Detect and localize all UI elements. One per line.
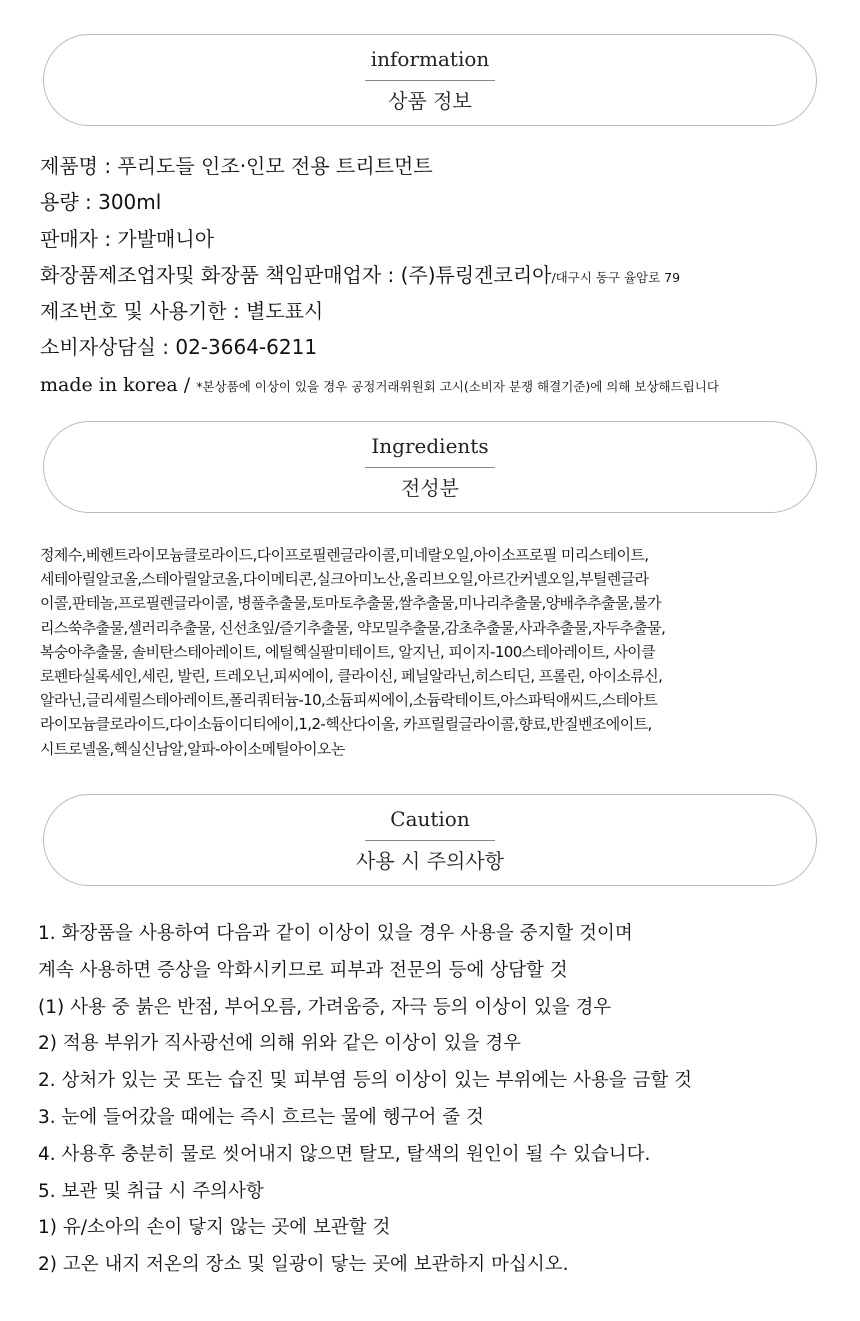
product-seller: 판매자 : 가발매니아 bbox=[40, 226, 215, 251]
information-title-ko: 상품 정보 bbox=[388, 89, 472, 113]
caution-list bbox=[38, 916, 838, 1284]
caution-title-ko: 사용 시 주의사항 bbox=[356, 849, 504, 873]
ingredients-title-ko: 전성분 bbox=[401, 476, 459, 500]
information-header bbox=[43, 34, 817, 126]
caution-header bbox=[43, 794, 817, 886]
caution-item: 2) 고온 내지 저온의 장소 및 일광이 닿는 곳에 보관하지 마십시오. bbox=[38, 1254, 569, 1276]
ingredients-text: 정제수,베헨트라이모늄클로라이드,다이프로필렌글라이콜,미네랄오일,아이소프로필 미리스테이트, 세테아릴알코올,스테아릴알코올,다이메티콘,실크아미노산,올리브오일,아르간커넬오일,부틸렌글라 이콜,판테놀,프로필렌글라이콜, 병풀추출물,토마토추출물,쌀추출물,미나리추출물,양배추추출물,불가 리스쑥추출물,셀러리추출물, 신선초잎/즐기추출물, 약모밀추출물,감초추출물,사과추출물,자두추출물, 복숭아추출물, 솔비탄스테아레이트, 에틸헥실팔미테이트, 알지닌, 피이지-100스테아레이트, 사이클 로펜타실록세인,세린, 발린, 트레오닌,피씨에이, 클라이신, 페닐알라닌,히스티딘, 프롤린, 아이소류신, 알라닌,글리세릴스테아레이트,폴리쿼터늄-10,소듐피씨에이,소듐락테이트,아스파틱애씨드,스테아트 라이모늄클로라이드,다이소듐이디티에이,1,2-헥산다이올, 카프릴릴글라이콜,향료,반질벤조에이트, 시트로넬올,헥실신남알,알파-아이소메틸아이오논 bbox=[40, 546, 666, 758]
ingredients-divider bbox=[365, 467, 495, 468]
compensation-note: *본상품에 이상이 있을 경우 공정거래위원회 고시(소비자 분쟁 해결기준)에 의해 보상해드립니다 bbox=[196, 378, 719, 394]
product-manufacturer-row bbox=[40, 257, 840, 293]
caution-item: 3. 눈에 들어갔을 때에는 즉시 흐르는 물에 헹구어 줄 것 bbox=[38, 1106, 484, 1128]
caution-item: 1. 화장품을 사용하여 다음과 같이 이상이 있을 경우 사용을 중지할 것이며 bbox=[38, 923, 633, 944]
caution-item: 5. 보관 및 취급 시 주의사항 bbox=[38, 1180, 264, 1202]
product-lot-expiry: 제조번호 및 사용기한 : 별도표시 bbox=[40, 299, 324, 324]
caution-item: 1) 유/소아의 손이 닿지 않는 곳에 보관할 것 bbox=[38, 1217, 391, 1239]
ingredients-header bbox=[43, 421, 817, 513]
caution-item: 2) 적용 부위가 직사광선에 의해 위와 같은 이상이 있을 경우 bbox=[38, 1033, 521, 1055]
caution-item: 2. 상처가 있는 곳 또는 습진 및 피부염 등의 이상이 있는 부위에는 사용을 금할 것 bbox=[38, 1070, 692, 1092]
made-in: made in korea / bbox=[40, 373, 197, 396]
caution-item: 계속 사용하면 증상을 악화시키므로 피부과 전문의 등에 상담할 것 bbox=[38, 959, 568, 981]
product-name: 제품명 : 푸리도들 인조·인모 전용 트리트먼트 bbox=[40, 154, 433, 178]
customer-service: 소비자상담실 : 02-3664-6211 bbox=[40, 335, 318, 360]
ingredients-title-en: Ingredients bbox=[371, 434, 489, 458]
made-in-row bbox=[40, 366, 840, 402]
caution-item: (1) 사용 중 붉은 반점, 부어오름, 가려움증, 자극 등의 이상이 있을 경우 bbox=[38, 996, 612, 1018]
manufacturer-address: /대구시 동구 율암로 79 bbox=[551, 269, 681, 285]
product-manufacturer: 화장품제조업자및 화장품 책임판매업자 : (주)튜링겐코리아 bbox=[40, 262, 552, 287]
caution-item: 4. 사용후 충분히 물로 씻어내지 않으면 탈모, 탈색의 원인이 될 수 있습니다. bbox=[38, 1143, 651, 1165]
product-volume: 용량 : 300ml bbox=[40, 190, 162, 215]
product-info bbox=[40, 148, 840, 402]
information-divider bbox=[365, 80, 495, 81]
caution-title-en: Caution bbox=[390, 807, 470, 831]
caution-divider bbox=[365, 840, 495, 841]
information-title-en: information bbox=[370, 47, 490, 71]
